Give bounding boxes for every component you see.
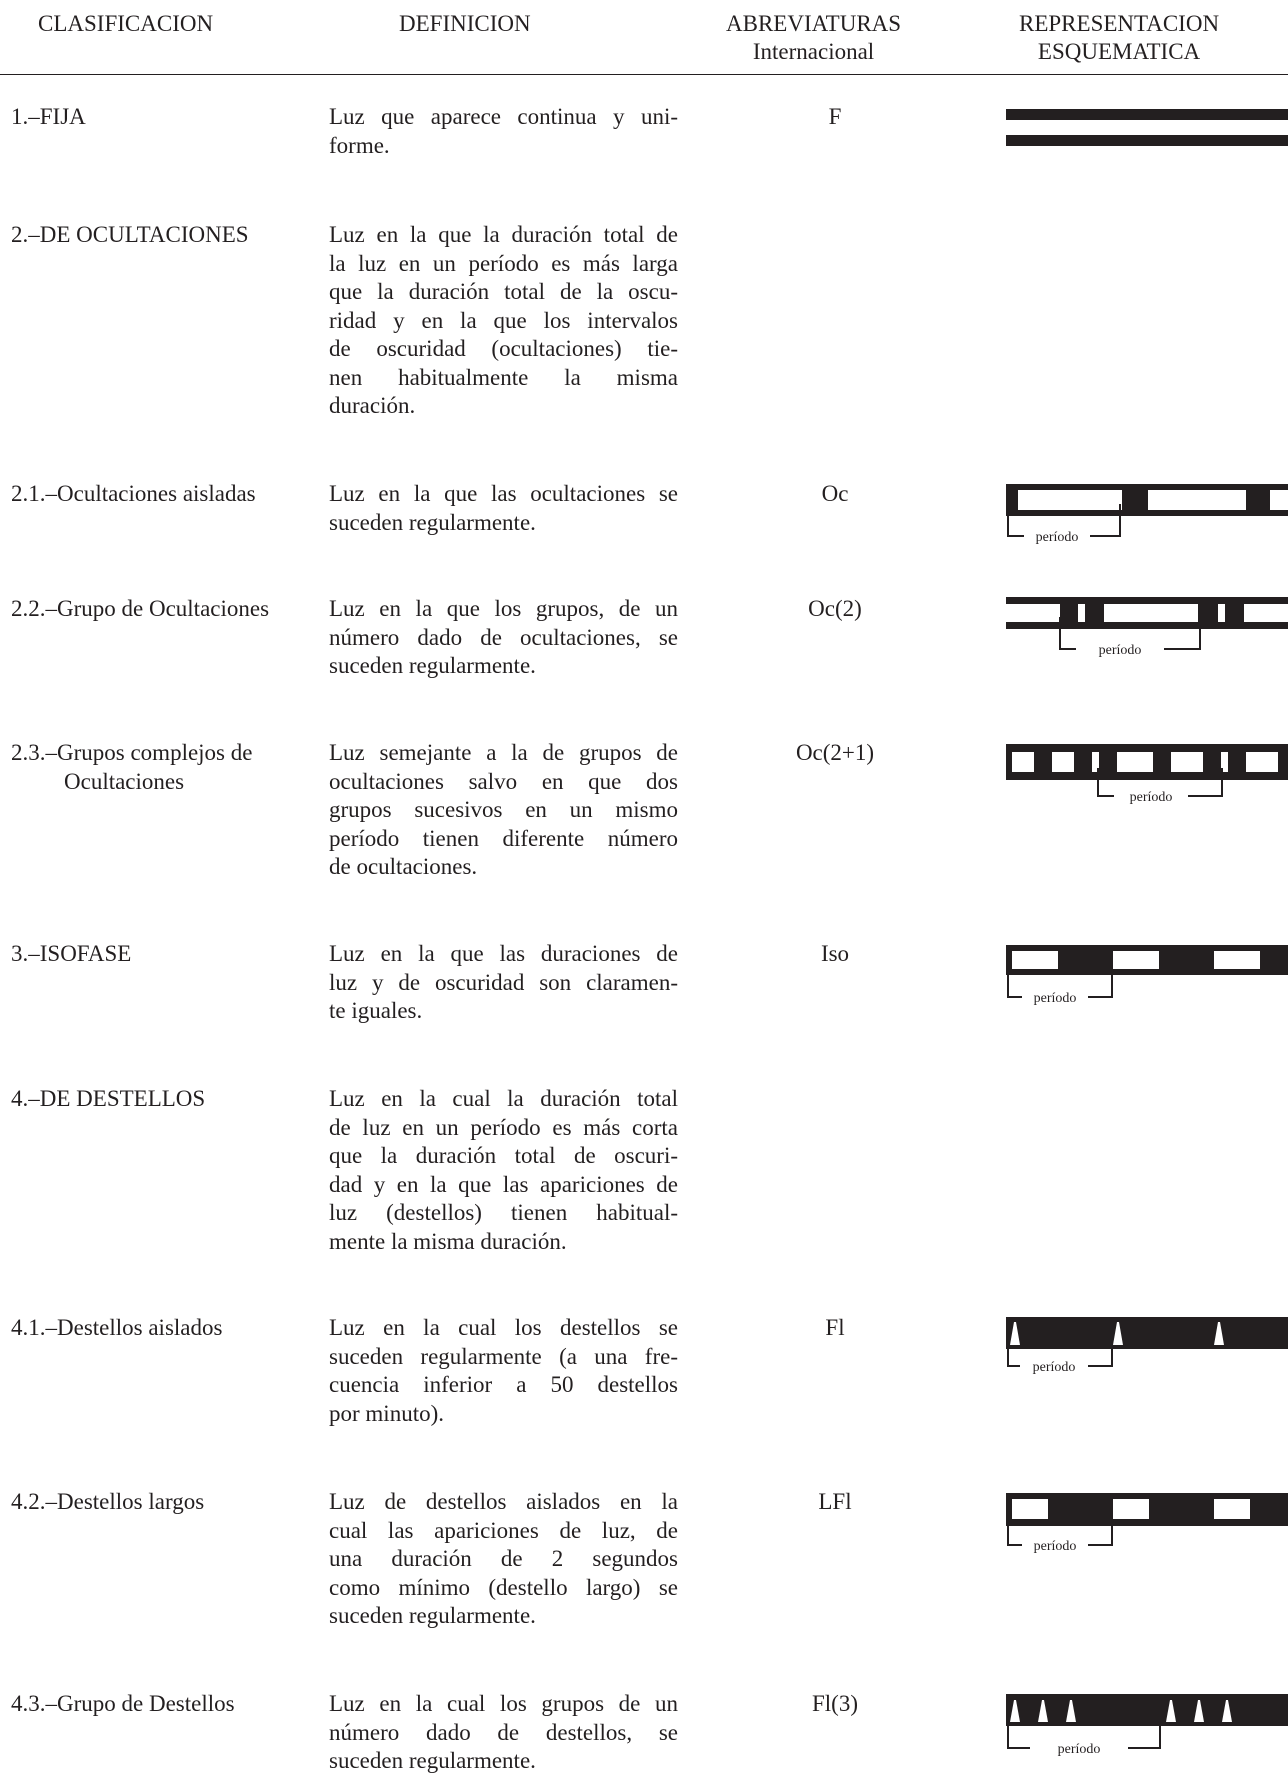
oc21-light-phase <box>1246 752 1278 772</box>
abreviatura-text: Oc(2) <box>808 596 862 621</box>
abreviatura-text: F <box>828 104 842 129</box>
lfl-long-flash <box>1012 1499 1048 1519</box>
periodo-label: período <box>1032 1360 1076 1375</box>
definicion-line: cuencia inferior a 50 destellos <box>329 1372 678 1397</box>
row-lfl-abreviatura <box>735 1488 935 1517</box>
header-divider <box>0 74 1288 75</box>
definicion-line: período tienen diferente número <box>329 825 678 851</box>
definicion-line: te iguales. <box>329 998 423 1023</box>
oc-light-phase <box>1148 490 1246 510</box>
fl3-light-diagram <box>1000 1694 1288 1757</box>
row-complejos-abreviatura <box>735 739 935 768</box>
definicion-line: suceden regularmente. <box>329 653 536 678</box>
definicion-line: de oscuridad (ocultaciones) tie- <box>329 336 678 361</box>
periodo-label: período <box>1033 1539 1077 1554</box>
clasificacion-text: 2.1.–Ocultaciones aisladas <box>11 481 256 506</box>
row-grupo-oc-definicion <box>329 595 678 681</box>
clasificacion-text: 4.3.–Grupo de Destellos <box>11 1691 235 1716</box>
definicion-line: nen habitualmente la misma <box>329 364 678 390</box>
header-clasificacion-label: CLASIFICACION <box>38 11 214 36</box>
clasificacion-text-line2: Ocultaciones <box>64 768 185 794</box>
definicion-line: ocultaciones salvo en que dos <box>329 768 678 794</box>
row-fl3-clasificacion <box>11 1690 235 1719</box>
oc2-light-phase <box>1218 604 1225 622</box>
row-lfl-definicion <box>329 1488 678 1631</box>
row-complejos-clasificacion <box>11 739 252 796</box>
definicion-line: Luz en la cual los grupos de un <box>329 1691 678 1716</box>
definicion-line: Luz en la que la duración total de <box>329 222 678 247</box>
oc21-light-phase <box>1012 752 1034 772</box>
row-fl-clasificacion <box>11 1314 222 1343</box>
periodo-label: período <box>1129 790 1173 805</box>
header-abreviaturas <box>726 10 901 66</box>
oc21-light-phase <box>1117 752 1153 772</box>
abreviatura-text: Oc(2+1) <box>795 740 875 765</box>
oc2-light-phase <box>1006 604 1060 622</box>
abreviatura-text: Fl <box>825 1315 845 1340</box>
definicion-line: dad y en la que las apariciones de <box>329 1171 678 1197</box>
definicion-line: por minuto). <box>329 1400 444 1426</box>
oc-light-diagram <box>1000 484 1288 544</box>
periodo-label: período <box>1033 991 1077 1006</box>
iso-light-diagram <box>1000 945 1288 1005</box>
fija-light-bar <box>1006 109 1288 120</box>
definicion-line: duración. <box>329 393 416 418</box>
header-clasificacion <box>38 10 213 38</box>
definicion-line: suceden regularmente. <box>329 509 536 535</box>
definicion-line: número dado de destellos, se <box>329 1719 678 1745</box>
definicion-line: Luz en la cual los destellos se <box>329 1315 678 1340</box>
oc-light-phase <box>1270 490 1288 510</box>
definicion-line: Luz de destellos aislados en la <box>329 1489 678 1514</box>
row-destellos-definicion <box>329 1085 678 1256</box>
periodo-label: período <box>1035 530 1079 545</box>
lfl-long-flash <box>1113 1499 1149 1519</box>
header-abreviaturas-line2: Internacional <box>752 39 875 64</box>
definicion-line: luz y de oscuridad son claramen- <box>329 969 678 995</box>
oc21-light-diagram <box>1000 744 1288 804</box>
definicion-line: número dado de ocultaciones, se <box>329 624 678 650</box>
row-fija-definicion <box>329 103 678 160</box>
definicion-line: luz (destellos) tienen habitual- <box>329 1200 678 1225</box>
iso-light-phase <box>1113 951 1159 969</box>
header-representacion-line2: ESQUEMATICA <box>1037 39 1201 64</box>
definicion-line: forme. <box>329 132 390 158</box>
row-isofase-abreviatura <box>735 940 935 969</box>
abreviatura-text: Fl(3) <box>812 1691 858 1716</box>
row-fl-abreviatura <box>735 1314 935 1343</box>
clasificacion-text: 4.–DE DESTELLOS <box>11 1086 206 1111</box>
fl-light-diagram <box>1000 1317 1288 1377</box>
definicion-line: que la duración total de oscuri- <box>329 1143 678 1168</box>
lfl-long-flash <box>1214 1499 1250 1519</box>
oc-light-phase <box>1018 490 1122 510</box>
definicion-line: ridad y en la que los intervalos <box>329 307 678 333</box>
clasificacion-text: 2.–DE OCULTACIONES <box>11 222 249 247</box>
row-complejos-definicion <box>329 739 678 882</box>
definicion-line: Luz que aparece continua y uni- <box>329 104 678 129</box>
clasificacion-text: 3.–ISOFASE <box>11 941 132 966</box>
definicion-line: que la duración total de la oscu- <box>329 279 678 304</box>
definicion-line: de luz en un período es más corta <box>329 1114 678 1140</box>
definicion-line: Luz en la que los grupos, de un <box>329 596 678 621</box>
row-lfl-clasificacion <box>11 1488 204 1517</box>
row-grupo-oc-abreviatura <box>735 595 935 624</box>
clasificacion-text: 2.2.–Grupo de Ocultaciones <box>11 596 270 621</box>
oc2-light-phase <box>1104 604 1198 622</box>
definicion-line: una duración de 2 segundos <box>329 1546 678 1571</box>
definicion-line: de ocultaciones. <box>329 854 478 879</box>
row-fl-definicion <box>329 1314 678 1428</box>
oc2-light-phase <box>1244 604 1288 622</box>
header-abreviaturas-line1: ABREVIATURAS <box>726 11 902 36</box>
definicion-line: la luz en un período es más larga <box>329 250 678 276</box>
oc21-light-phase <box>1052 752 1074 772</box>
clasificacion-text: 4.1.–Destellos aislados <box>11 1315 223 1340</box>
row-ocultaciones-definicion <box>329 221 678 421</box>
definicion-line: Luz en la cual la duración total <box>329 1086 678 1111</box>
definicion-line: Luz en la que las duraciones de <box>329 941 678 966</box>
definicion-line: mente la misma duración. <box>329 1228 567 1254</box>
row-oc-aisladas-clasificacion <box>11 480 256 509</box>
definicion-line: Luz semejante a la de grupos de <box>329 740 678 765</box>
row-fija-clasificacion <box>11 103 86 132</box>
abreviatura-text: Iso <box>820 941 850 966</box>
iso-light-phase <box>1012 951 1058 969</box>
row-isofase-clasificacion <box>11 940 131 969</box>
fija-light-bar <box>1006 135 1288 146</box>
row-oc-aisladas-abreviatura <box>735 480 935 509</box>
fl3-dark-band <box>1006 1694 1288 1726</box>
clasificacion-text: 1.–FIJA <box>11 104 86 129</box>
definicion-line: suceden regularmente. <box>329 1748 536 1773</box>
row-isofase-definicion <box>329 940 678 1026</box>
row-oc-aisladas-definicion <box>329 480 678 537</box>
lfl-light-diagram <box>1000 1493 1288 1553</box>
header-representacion-line1: REPRESENTACION <box>1019 11 1220 36</box>
periodo-label: período <box>1057 1742 1101 1757</box>
row-fl3-abreviatura <box>735 1690 935 1719</box>
abreviatura-text: Oc <box>821 481 849 506</box>
row-grupo-oc-clasificacion <box>11 595 269 624</box>
oc2-light-phase <box>1078 604 1085 622</box>
row-fl3-definicion <box>329 1690 678 1776</box>
definicion-line: grupos sucesivos en un mismo <box>329 797 678 822</box>
fl-dark-band <box>1006 1317 1288 1349</box>
oc2-light-diagram <box>1000 597 1288 657</box>
clasificacion-text: 4.2.–Destellos largos <box>11 1489 205 1514</box>
definicion-line: como mínimo (destello largo) se <box>329 1574 678 1600</box>
header-definicion-label: DEFINICION <box>399 11 531 36</box>
definicion-line: cual las apariciones de luz, de <box>329 1517 678 1543</box>
row-destellos-clasificacion <box>11 1085 205 1114</box>
fija-light-diagram <box>1000 109 1288 149</box>
abreviatura-text: LFl <box>818 1489 852 1514</box>
header-definicion <box>399 10 531 38</box>
clasificacion-text: 2.3.–Grupos complejos de <box>11 740 253 765</box>
header-representacion <box>1019 10 1219 66</box>
row-ocultaciones-clasificacion <box>11 221 249 250</box>
definicion-line: suceden regularmente. <box>329 1603 536 1628</box>
periodo-label: período <box>1098 643 1142 658</box>
oc21-light-phase <box>1171 752 1203 772</box>
definicion-line: suceden regularmente (a una fre- <box>329 1343 678 1369</box>
row-fija-abreviatura <box>735 103 935 132</box>
definicion-line: Luz en la que las ocultaciones se <box>329 481 678 506</box>
iso-light-phase <box>1214 951 1260 969</box>
